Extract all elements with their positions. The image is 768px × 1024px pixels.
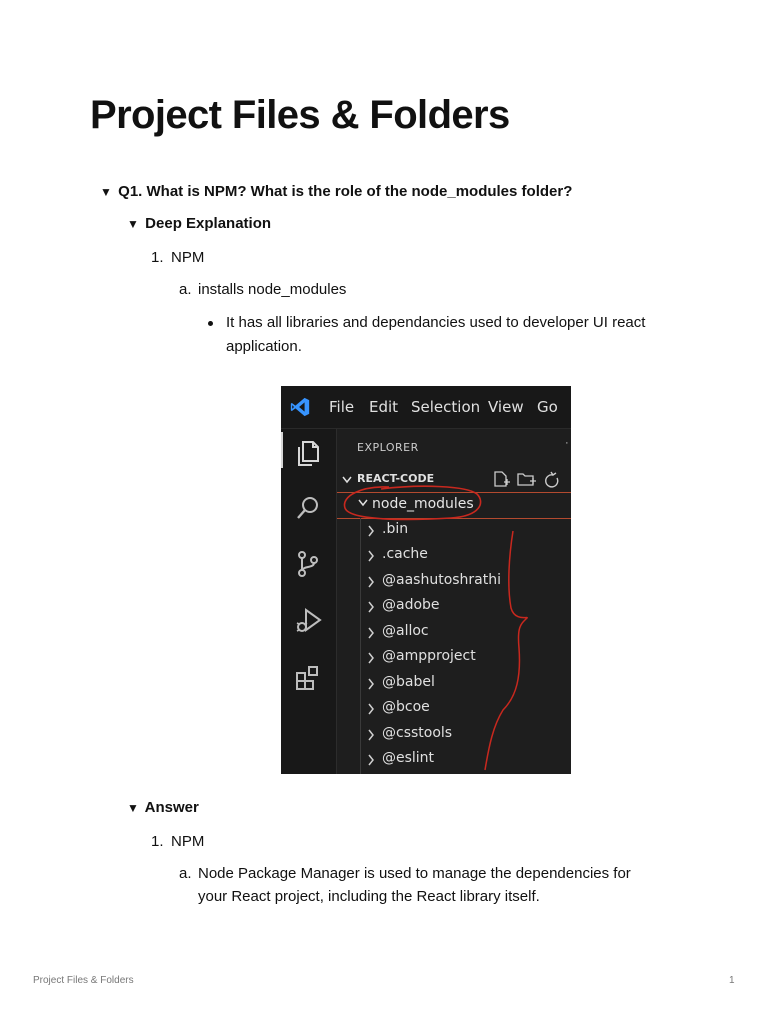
tree-item-label: @alloc — [382, 623, 429, 639]
explorer-title: EXPLORER — [357, 441, 419, 454]
answer-text-line2: your React project, including the React library itself. — [198, 888, 540, 905]
list-letter: a. — [179, 281, 192, 298]
q1-heading: Q1. What is NPM? What is the role of the node_modules folder? — [118, 183, 573, 200]
list-item-npm: NPM — [171, 833, 205, 850]
answer-toggle[interactable] — [127, 798, 199, 818]
deep-explanation-heading: Deep Explanation — [145, 215, 272, 232]
tree-item-label: @adobe — [382, 597, 440, 613]
vscode-screenshot — [281, 386, 571, 774]
toggle-open-icon: ▼ — [100, 185, 112, 199]
answer-heading: Answer — [144, 799, 199, 816]
toggle-open-icon: ▼ — [127, 217, 139, 231]
more-actions-icon: · — [565, 437, 569, 449]
list-item-installs: installs node_modules — [198, 281, 347, 298]
red-annotation-marks — [281, 386, 571, 774]
page-number: 1 — [729, 975, 735, 986]
menu-file: File — [329, 398, 355, 416]
menu-view: View — [488, 398, 524, 416]
list-number: 1. — [151, 833, 164, 850]
tree-item-label: @eslint — [382, 750, 435, 766]
q1-toggle[interactable] — [100, 182, 572, 202]
list-item-npm: NPM — [171, 249, 205, 266]
deep-explanation-toggle[interactable] — [127, 214, 271, 234]
footer-title: Project Files & Folders — [33, 975, 134, 986]
bullet-dot — [208, 321, 213, 326]
menu-selection: Selection — [411, 398, 481, 416]
tree-item-label: @babel — [382, 674, 435, 690]
list-number: 1. — [151, 249, 164, 266]
tree-item-label: @aashutoshrathi — [382, 572, 502, 588]
menu-edit: Edit — [369, 398, 399, 416]
tree-item-label: .cache — [382, 546, 428, 562]
node-modules-label: node_modules — [372, 496, 474, 512]
bullet-text-line2: application. — [226, 338, 302, 355]
bullet-text-line1: It has all libraries and dependancies used to developer UI react — [226, 314, 646, 331]
answer-text-line1: Node Package Manager is used to manage the dependencies for — [198, 865, 631, 882]
tree-item-label: @bcoe — [382, 699, 430, 715]
toggle-open-icon: ▼ — [127, 801, 139, 815]
tree-item-label: @csstools — [382, 725, 453, 741]
page-title: Project Files & Folders — [90, 93, 510, 137]
list-letter: a. — [179, 865, 192, 882]
folder-header: REACT-CODE — [357, 472, 435, 485]
tree-item-label: @ampproject — [382, 648, 476, 664]
tree-item-label: .bin — [382, 521, 409, 537]
menu-go: Go — [537, 398, 558, 416]
